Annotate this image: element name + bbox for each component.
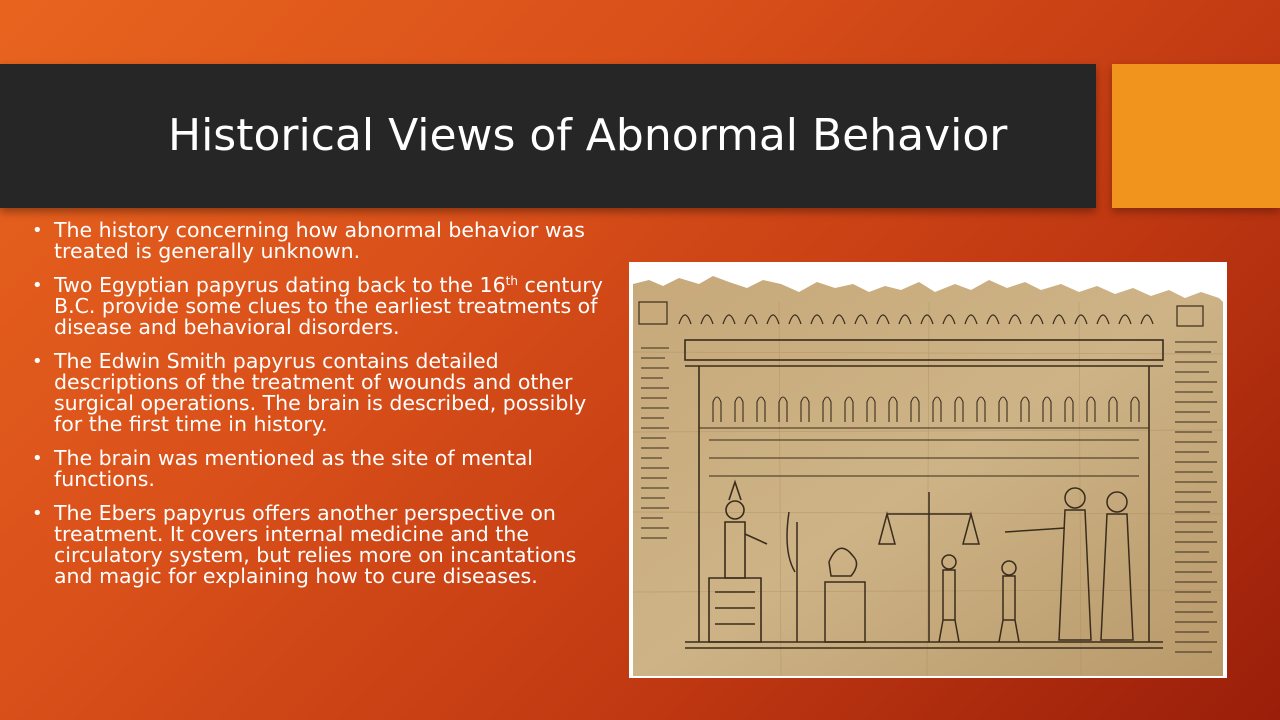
bullet-item <box>32 275 612 338</box>
bullet-item <box>32 351 612 435</box>
bullet-item <box>32 448 612 490</box>
bullet-text: The history concerning how abnormal behavior was treated is generally unknown. <box>54 218 585 263</box>
bullet-text: The Edwin Smith papyrus contains detailed descriptions of the treatment of wounds and other surgical operations. The brain is described, possibly for the first time in history. <box>54 349 587 436</box>
papyrus-illustration <box>629 262 1227 678</box>
bullet-text: The brain was mentioned as the site of mental functions. <box>54 446 533 491</box>
superscript: th <box>505 274 518 288</box>
bullet-list <box>32 220 612 600</box>
bullet-text: Two Egyptian papyrus dating back to the 16 <box>54 273 506 297</box>
accent-square <box>1112 64 1280 208</box>
slide-title: Historical Views of Abnormal Behavior <box>168 110 1008 161</box>
bullet-text: century B.C. provide some clues to the earliest treatments of disease and behavioral disorders. <box>54 273 603 339</box>
bullet-item <box>32 220 612 262</box>
egyptian-papyrus-image <box>629 262 1227 678</box>
bullet-text: The Ebers papyrus offers another perspective on treatment. It covers internal medicine and the circulatory system, but relies more on incantations and magic for explaining how to cure diseases. <box>54 501 577 588</box>
bullet-item <box>32 503 612 587</box>
